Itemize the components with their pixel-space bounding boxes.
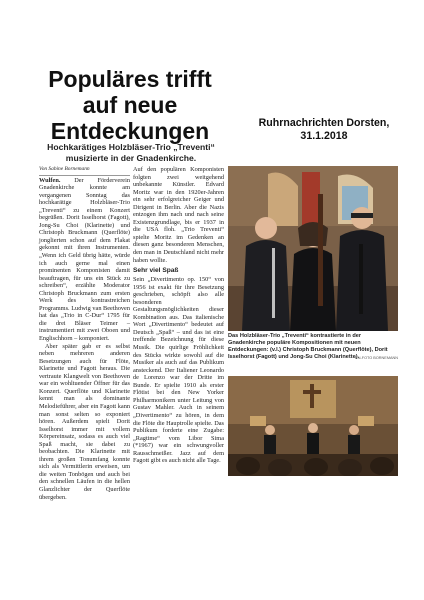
paragraph-1-text: Der Förderverein Gnadenkirche konnte am vergangenen Sonntag das hochkarätige Holzbläser-Trio „Treventi“ zu einem Konzert begrüßen. Dorit Isselhorst (Fagott), Jong-Su Choi (Klarinette) und Christoph Bruckmann (Querflöte) jonglierten schon auf dem Flakat gekonnt mit ihren Instrumenten. „Wenn ich Geld übrig hätte, würde ich auch gerne mal einen prominenten Komponisten damit beauftragen, für uns ein Stück zu schreiben“, erzählte Moderator Christoph Bruckmann zum ersten Werk des kontrastreichen Programms. Ludwig van Beethoven hat das „Trio in C-Dur“ 1795 für die drei Bläser Teimer – instrumentiert mit zwei Oboen und Englischhorn – komponiert. (39, 176, 130, 343)
subheadline-line-2: musizierte in der Gnadenkirche. (65, 153, 197, 163)
paragraph-2: Aber später gab er es selbst neben mehreren anderen Besetzungen auch für Flöte, Klarinette und Fagott heraus. Die vertraute Klangwelt von Beethoven war ein wohltuender Öffner für das Konzert. Querflöte und Klarinette kennt man als dominante Melodieführer, aber ein Fagott kann man sonst selten so exponiert hören. Außerdem spielt Dorit Isselhorst immer mit vollem Körpereinsatz, sodass es auch viel Spaß macht, sie dabei zu beobachten. Die Klarinette mit ihrem großen Tonumfang konnte sich als Vermittlerin erweisen, um die weiten Tonbögen und auch bei den schnellen Läufen in die hellen Glanzlichter der Querflöte übergeben. (39, 342, 130, 501)
article-column-2 (133, 166, 224, 465)
headline-line-1: Populäres trifft (48, 66, 212, 92)
byline: Von Sabine Bornemann (39, 166, 130, 176)
paragraph-3: Auf den populären Komponisten folgten zwei weitgehend unbekannte Künstler. Edvard Moritz war in den 1920er-Jahren ein sehr erfolgreicher Geiger und Dirigent in Berlin. Aber die Nazis entzogen ihm nach und nach seine Existenzgrundlage, bis er 1937 in die USA floh. „Trio Treventi“ spielte Moritz im Gedenken an diesen ganz besonderen Menschen, den man in Deutschland nicht mehr haben wollte. (133, 166, 224, 264)
source-publication: Ruhrnachrichten Dorsten, (258, 117, 390, 129)
concert-photo-illustration (228, 376, 398, 476)
article-subheadline (30, 142, 232, 164)
photo-caption: Das Holzbläser-Trio „Treventi“ kontrastierte in der Gnadenkirche populäre Kompositionen mit neuen Entdeckungen: (v.l.) Christoph Bruckmann (Querflöte), Dorit Isselhorst (Fagott) und Jong-Su Choi (Klarinette). (228, 333, 388, 360)
dateline: Wulfen. (39, 176, 61, 184)
trio-photo-illustration (228, 166, 398, 331)
source-date: 31.1.2018 (300, 130, 348, 142)
headline-line-3: Entdeckungen (50, 118, 210, 144)
paragraph-4: Sein „Divertimento op. 150“ von 1956 ist exakt für ihre Besetzung geschrieben, schöpft also alle besonderen Gestaltungsmöglichkeiten dieser Kombination aus. Das italienische Wort „Divertimento“ bedeutet auf Deutsch „Spaß“ – und das ist eine treffende Bezeichnung für diese Musik. Die quirlige Fröhlichkeit des Stücks wirkte sowohl auf die Musiker als auch auf das Publikum ansteckend. Der Italiener Leonardo de Lorenzo war der Dritte im Bunde. Er spielte 1910 als erster Flötist bei den New Yorker Philharmonikern unter Leitung von Gustav Mahler. Auch in seinem „Divertimento“ zu hören, in dem die Flöte die Hauptrolle spielte. Das Publikum forderte eine Zugabe: „Ragtime“ vom Libor Sima (*1967) war ein schwungvoller Rausschmeißer. Jazz auf dem Fagott gibt es auch nicht alle Tage. (133, 276, 224, 465)
article-headline (30, 66, 230, 144)
paragraph-1 (39, 177, 130, 343)
section-title: Sehr viel Spaß (133, 267, 179, 275)
source-note (244, 117, 404, 143)
photo-credit: RN-FOTO BORNEMANN (355, 356, 398, 360)
concert-photo (228, 376, 398, 476)
headline-line-2: auf neue (82, 92, 178, 118)
trio-photo (228, 166, 398, 331)
article-column-1 (39, 166, 130, 501)
subheadline-line-1: Hochkarätiges Holzbläser-Trio „Treventi“ (47, 142, 215, 152)
